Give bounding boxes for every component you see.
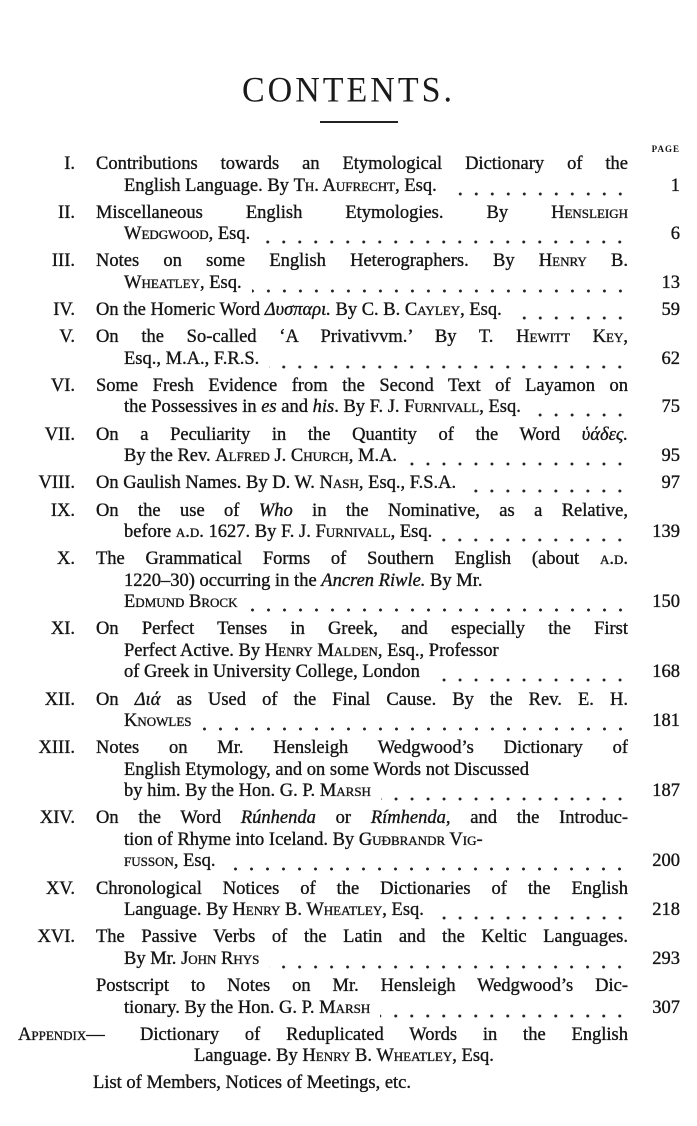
text-segment: , Esq. bbox=[460, 300, 502, 321]
dot-leader bbox=[381, 781, 628, 803]
text-segment: , Esq. bbox=[208, 224, 251, 245]
entry-line bbox=[96, 176, 628, 198]
entry-line-text bbox=[124, 711, 192, 733]
page-number: 218 bbox=[652, 900, 680, 921]
text-segment: a.d. bbox=[175, 522, 204, 542]
page-number: 75 bbox=[661, 397, 680, 418]
toc-entry bbox=[0, 619, 697, 684]
entry-line bbox=[96, 927, 628, 949]
entry-numeral: VI. bbox=[50, 375, 75, 396]
text-segment: Miscellaneous English Etymologies. By bbox=[96, 202, 552, 223]
entry-line bbox=[96, 446, 628, 468]
text-segment: Esq., M.A., F.R.S. bbox=[124, 348, 260, 369]
entry-line bbox=[96, 851, 628, 873]
entry-line bbox=[96, 300, 628, 322]
entry-line-text bbox=[124, 176, 437, 198]
text-segment: Hewitt Key, bbox=[516, 327, 628, 348]
text-segment: Notes on some English Heterographers. By bbox=[96, 251, 539, 272]
text-segment: On Perfect Tenses in Greek, and especially the First bbox=[96, 619, 628, 640]
entry-line-text bbox=[124, 446, 397, 468]
entry-numeral: XI. bbox=[50, 619, 75, 640]
entry-line-text bbox=[124, 998, 370, 1020]
text-segment: English Etymology, and on some Words not Discussed bbox=[124, 759, 529, 780]
entry-line bbox=[96, 690, 628, 712]
text-segment: List of Members, Notices of Meetings, etc. bbox=[93, 1073, 412, 1094]
entry-line-text bbox=[124, 781, 371, 803]
text-segment: The Passive Verbs of the Latin and the Keltic Languages. bbox=[96, 927, 628, 948]
toc-entry bbox=[0, 425, 697, 468]
text-segment: The Grammatical Forms of Southern English (about bbox=[96, 549, 600, 570]
dot-leader bbox=[225, 851, 628, 873]
text-segment: Notes on Mr. Hensleigh Wedgwood’s Dictionary of bbox=[96, 738, 628, 759]
text-segment: Διά bbox=[134, 689, 161, 710]
entry-numeral: XV. bbox=[46, 878, 75, 899]
text-segment: his bbox=[312, 397, 335, 418]
entry-line-text bbox=[96, 300, 502, 322]
text-segment: Who bbox=[258, 500, 293, 521]
text-segment: tion of Rhyme into Iceland. By bbox=[124, 829, 359, 850]
page-number: 95 bbox=[661, 446, 680, 467]
entry-numeral: Appendix— bbox=[18, 1024, 105, 1045]
text-segment: tionary. By the Hon. G. P. bbox=[124, 997, 320, 1018]
toc-entry bbox=[0, 976, 697, 1019]
text-segment: , and the Introduc- bbox=[445, 808, 628, 829]
text-segment: Δυσπαρι. bbox=[264, 300, 331, 321]
text-segment: Chronological Notices of the Dictionaries of the English bbox=[96, 878, 628, 899]
text-segment: 1220–30) occurring in the bbox=[124, 570, 322, 591]
text-segment: , Esq. bbox=[479, 397, 521, 418]
entry-numeral: XIII. bbox=[38, 738, 75, 759]
toc-entry bbox=[0, 1073, 697, 1095]
text-segment: Nash bbox=[319, 473, 359, 494]
entry-line bbox=[93, 1073, 625, 1095]
entry-line bbox=[96, 619, 628, 641]
page-number: 59 bbox=[661, 300, 680, 321]
entry-line bbox=[96, 501, 628, 523]
text-segment: On the use of bbox=[96, 500, 259, 521]
text-segment: Rímhenda bbox=[370, 808, 446, 829]
dot-leader bbox=[202, 711, 628, 733]
entry-line bbox=[96, 808, 628, 830]
toc-entry bbox=[0, 690, 697, 733]
text-segment: On Gaulish Names. By D. W. bbox=[96, 473, 320, 494]
dot-leader bbox=[442, 522, 628, 544]
toc-entry bbox=[0, 501, 697, 544]
text-segment: and bbox=[276, 397, 313, 418]
entry-line-text bbox=[124, 224, 250, 246]
text-segment: , Esq. bbox=[390, 522, 433, 542]
text-segment: ὑάδες. bbox=[581, 424, 628, 445]
entry-numeral: XVI. bbox=[37, 927, 75, 948]
toc-entry bbox=[0, 327, 697, 370]
page-number: 200 bbox=[652, 851, 680, 872]
toc-entry bbox=[0, 879, 697, 922]
entry-numeral: VIII. bbox=[38, 473, 75, 494]
entry-line bbox=[96, 976, 628, 998]
dot-leader bbox=[434, 900, 628, 922]
page-number: 6 bbox=[670, 224, 680, 245]
entry-numeral: I. bbox=[64, 154, 75, 174]
text-segment: John Rhys bbox=[181, 948, 260, 969]
entry-line bbox=[96, 711, 628, 733]
text-segment: of Greek in University College, London bbox=[124, 662, 420, 683]
entry-line bbox=[96, 1046, 628, 1068]
text-segment: Wheatley bbox=[124, 272, 200, 293]
page-column-label: PAGE bbox=[651, 144, 680, 154]
text-segment: Henry B. Wheatley bbox=[232, 900, 383, 921]
entry-line bbox=[96, 900, 628, 922]
page-number: 150 bbox=[652, 592, 680, 613]
entry-line bbox=[96, 251, 628, 273]
entry-numeral: VII. bbox=[44, 424, 75, 445]
entry-line-text bbox=[124, 900, 424, 922]
dot-leader bbox=[380, 998, 628, 1020]
entry-line-text bbox=[124, 349, 259, 371]
text-segment: Dictionary of Reduplicated Words in the English bbox=[140, 1024, 628, 1045]
text-segment: , Esq. bbox=[395, 175, 437, 196]
page-title: CONTENTS. bbox=[241, 71, 456, 110]
entry-line bbox=[96, 879, 628, 901]
dot-leader bbox=[512, 300, 628, 322]
text-segment: , Esq. bbox=[173, 851, 216, 872]
entry-line bbox=[96, 425, 628, 447]
entry-line-text bbox=[124, 949, 259, 971]
entry-line bbox=[96, 376, 628, 398]
text-segment: Postscript to Notes on Mr. Hensleigh Wedgwood’s Dic- bbox=[96, 976, 628, 996]
text-segment: Hensleigh bbox=[551, 202, 628, 223]
toc-entry bbox=[0, 738, 697, 803]
page-number: 139 bbox=[652, 522, 680, 542]
text-segment: Marsh bbox=[319, 781, 371, 802]
entry-line bbox=[96, 349, 628, 371]
text-segment: On the Homeric Word bbox=[96, 300, 265, 321]
page-number: 13 bbox=[661, 272, 680, 293]
text-segment: Henry B. bbox=[538, 251, 628, 272]
toc-entry bbox=[0, 927, 697, 970]
page-number: 293 bbox=[652, 948, 680, 969]
text-segment: Furnivall bbox=[315, 522, 391, 542]
text-segment: Henry B. Wheatley bbox=[302, 1046, 453, 1067]
text-segment: as Used of the Final Cause. By the Rev. E. H. bbox=[160, 689, 628, 710]
text-segment: By C. B. bbox=[330, 300, 405, 321]
text-segment: . By F. J. bbox=[334, 397, 405, 418]
text-segment: in the Nominative, as a Relative, bbox=[292, 500, 628, 521]
entry-line bbox=[96, 154, 628, 176]
text-segment: On the Word bbox=[96, 808, 241, 829]
entry-line bbox=[96, 273, 628, 295]
text-segment: Guðbrandr Vig- bbox=[358, 829, 483, 850]
text-segment: English Language. By bbox=[124, 175, 294, 196]
text-segment: On the So-called ‘A Privativvm.’ By T. bbox=[96, 327, 517, 348]
entry-numeral: X. bbox=[57, 549, 75, 570]
dot-leader bbox=[269, 949, 628, 971]
text-segment: Rúnhenda bbox=[240, 808, 316, 829]
text-segment: before bbox=[124, 522, 176, 542]
text-segment: Knowles bbox=[124, 711, 192, 732]
text-segment: On bbox=[96, 689, 135, 710]
toc-entry bbox=[0, 808, 697, 873]
entry-line bbox=[96, 203, 628, 225]
entry-line bbox=[96, 473, 628, 495]
table-of-contents bbox=[0, 154, 697, 1101]
dot-leader bbox=[269, 349, 628, 371]
page-number: 181 bbox=[652, 711, 680, 732]
toc-entry bbox=[0, 1025, 697, 1068]
text-segment: , Esq., Professor bbox=[377, 640, 499, 661]
entry-numeral: II. bbox=[58, 202, 75, 223]
text-segment: On a Peculiarity in the Quantity of the Word bbox=[96, 424, 582, 445]
text-segment: Marsh bbox=[319, 997, 371, 1018]
page-number: 187 bbox=[652, 781, 680, 802]
dot-leader bbox=[430, 662, 628, 684]
text-segment: Cayley bbox=[404, 300, 461, 321]
text-segment: Contributions towards an Etymological Dictionary of the bbox=[96, 154, 628, 174]
dot-leader bbox=[252, 273, 628, 295]
entry-numeral: XII. bbox=[44, 689, 75, 710]
toc-entry bbox=[0, 300, 697, 322]
text-segment: , Esq. bbox=[382, 900, 424, 921]
text-segment: Some Fresh Evidence from the Second Text of Layamon on bbox=[96, 375, 628, 396]
text-segment: Alfred J. Church bbox=[215, 446, 349, 467]
text-segment: Wedgwood bbox=[124, 224, 209, 245]
text-segment: Henry Malden bbox=[264, 640, 378, 661]
entry-line bbox=[96, 949, 628, 971]
title-rule bbox=[320, 121, 398, 123]
toc-entry bbox=[0, 473, 697, 495]
text-segment: es bbox=[261, 397, 277, 418]
entry-line-text bbox=[124, 522, 432, 544]
text-segment: fusson bbox=[124, 851, 174, 872]
entry-line bbox=[96, 397, 628, 419]
text-segment: , M.A. bbox=[348, 446, 398, 467]
toc-entry bbox=[0, 376, 697, 419]
dot-leader bbox=[407, 446, 628, 468]
text-segment: By the Rev. bbox=[124, 446, 216, 467]
text-segment: Ancren Riwle. bbox=[321, 570, 426, 591]
entry-line bbox=[96, 224, 628, 246]
toc-entry bbox=[0, 251, 697, 294]
entry-line bbox=[96, 830, 628, 852]
page-number: 62 bbox=[661, 348, 680, 369]
text-segment: , Esq. bbox=[199, 272, 242, 293]
entry-numeral: IV. bbox=[53, 300, 75, 321]
text-segment: the Possessives in bbox=[124, 397, 262, 418]
entry-line-text bbox=[124, 397, 521, 419]
entry-line-text bbox=[124, 273, 242, 295]
dot-leader bbox=[531, 397, 628, 419]
entry-line-text bbox=[124, 592, 238, 614]
dot-leader bbox=[466, 473, 628, 495]
dot-leader bbox=[248, 592, 629, 614]
entry-line bbox=[96, 571, 628, 593]
entry-line bbox=[96, 998, 628, 1020]
entry-line bbox=[96, 549, 628, 571]
entry-line-text bbox=[124, 851, 215, 873]
text-segment: , Esq., F.S.A. bbox=[358, 473, 457, 494]
text-segment: Th. Aufrecht bbox=[293, 175, 396, 196]
dot-leader bbox=[260, 224, 628, 246]
entry-numeral: XIV. bbox=[39, 808, 75, 829]
entry-line bbox=[96, 662, 628, 684]
entry-line-text bbox=[124, 662, 420, 684]
text-segment: , Esq. bbox=[452, 1046, 494, 1067]
text-segment: or bbox=[315, 808, 371, 829]
text-segment: by him. By the Hon. G. P. bbox=[124, 781, 320, 802]
entry-numeral: III. bbox=[51, 251, 75, 272]
entry-line bbox=[96, 641, 628, 663]
text-segment: Language. By bbox=[124, 900, 233, 921]
text-segment: By Mr. bbox=[124, 948, 182, 969]
text-segment: Perfect Active. By bbox=[124, 640, 265, 661]
text-segment: Furnivall bbox=[404, 397, 480, 418]
entry-line bbox=[96, 592, 628, 614]
text-segment: Edmund Brock bbox=[124, 592, 238, 613]
entry-numeral: V. bbox=[59, 327, 75, 348]
page-number: 1 bbox=[670, 175, 680, 196]
entry-line bbox=[96, 781, 628, 803]
entry-numeral: IX. bbox=[50, 500, 75, 521]
entry-line bbox=[96, 738, 628, 760]
dot-leader bbox=[447, 176, 628, 198]
entry-line-text bbox=[96, 473, 456, 495]
text-segment: a.d. bbox=[599, 549, 628, 570]
entry-line bbox=[96, 522, 628, 544]
entry-line bbox=[96, 760, 628, 782]
toc-entry bbox=[0, 203, 697, 246]
page-number: 307 bbox=[652, 997, 680, 1018]
text-segment: By Mr. bbox=[425, 570, 483, 591]
toc-entry bbox=[0, 154, 697, 197]
page-number: 168 bbox=[652, 662, 680, 683]
entry-line bbox=[96, 327, 628, 349]
text-segment: Language. By bbox=[194, 1046, 303, 1067]
entry-line bbox=[140, 1025, 628, 1047]
page-number: 97 bbox=[661, 473, 680, 494]
text-segment: 1627. By F. J. bbox=[203, 522, 316, 542]
toc-entry bbox=[0, 549, 697, 614]
